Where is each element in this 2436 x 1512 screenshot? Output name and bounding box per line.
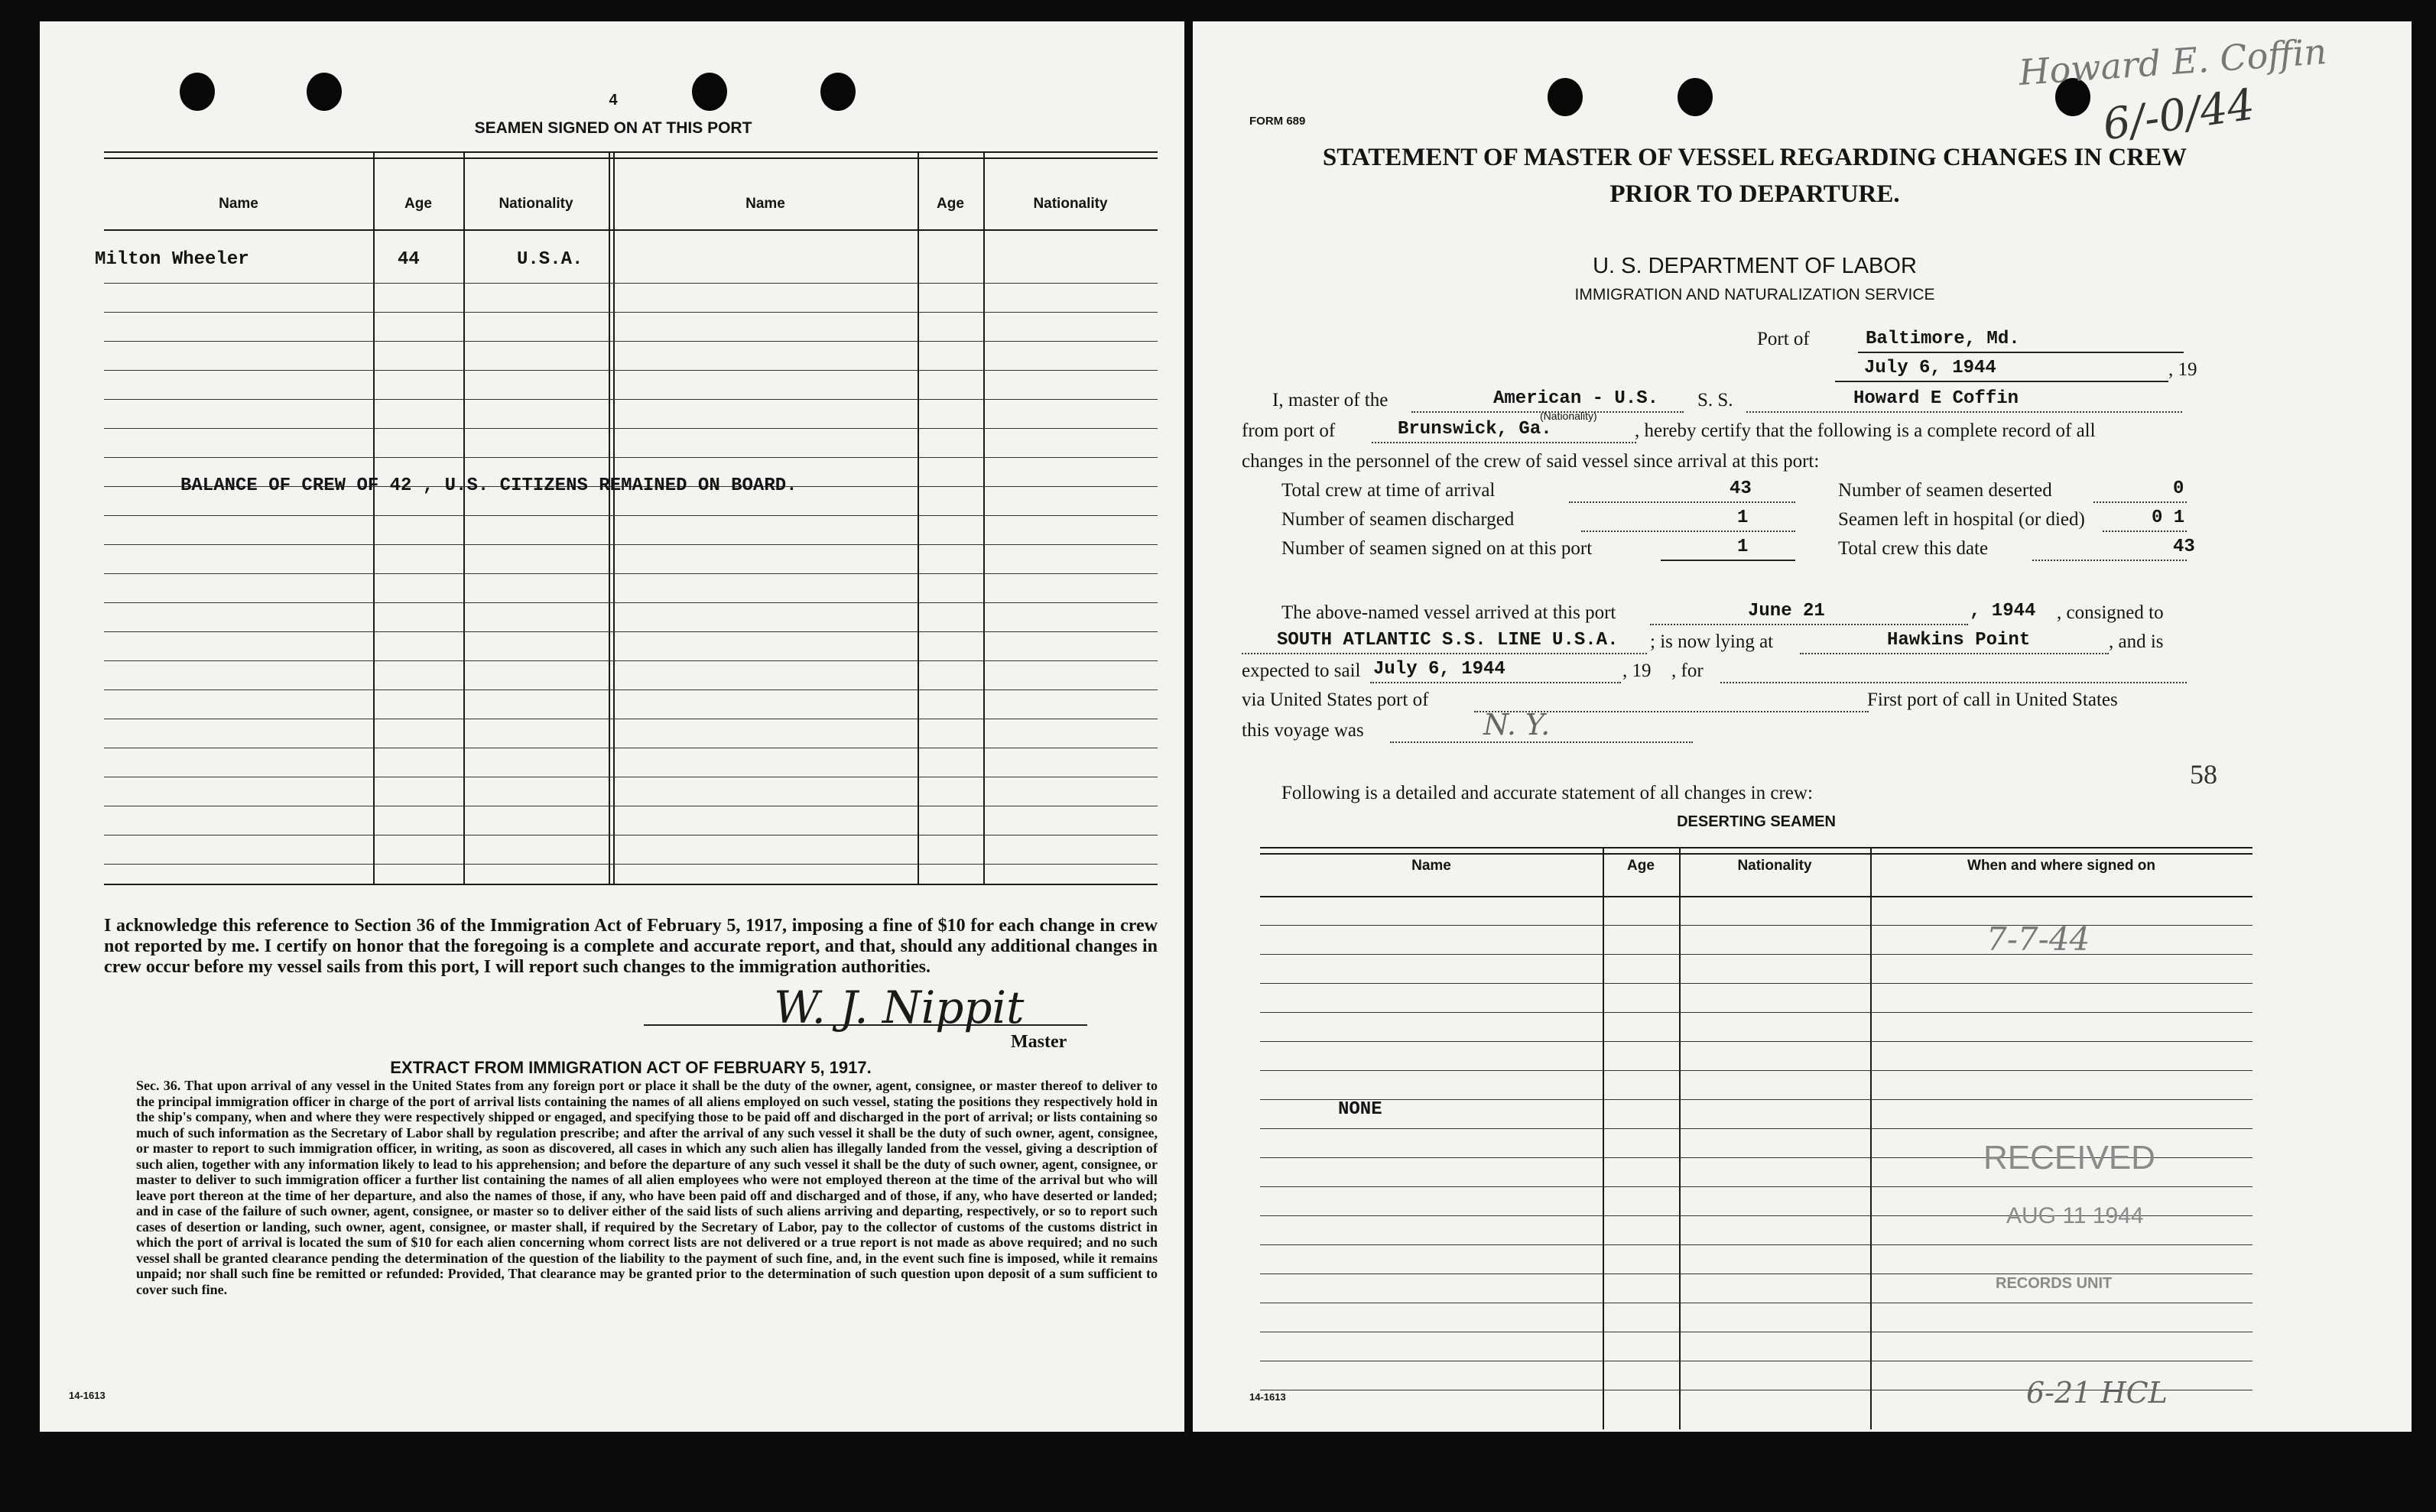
service-name: IMMIGRATION AND NATURALIZATION SERVICE [1574,286,1935,303]
col-name: Name [219,196,258,212]
ship-name: Howard E Coffin [1853,388,2019,409]
arrived-value: June 21 [1748,601,1825,621]
right-page [1193,21,2412,1432]
none-entry: NONE [1338,1099,1382,1120]
total-now-label: Total crew this date [1838,538,1989,559]
lying-label: ; is now lying at [1650,631,1774,652]
expected-value: July 6, 1944 [1373,659,1505,680]
received-stamp: RECEIVED [1983,1139,2155,1176]
lying-value: Hawkins Point [1887,630,2031,651]
punch-hole [820,73,856,111]
total-crew-arrival-value: 43 [1730,479,1752,499]
date-note: 7-7-44 [1986,920,2090,958]
form-code: 14-1613 [69,1390,106,1401]
signed-on-label: Number of seamen signed on at this port [1281,538,1593,559]
entry-nationality: U.S.A. [517,249,583,270]
total-crew-arrival-label: Total crew at time of arrival [1281,480,1496,501]
signed-on-value: 1 [1737,537,1749,557]
col-name: Name [1411,858,1451,874]
col-nationality: Nationality [499,196,573,212]
left-page [40,21,1184,1432]
acknowledgment-text: I acknowledge this reference to Section 36 of the Immigration Act of February 5, 1917, imposing a fine of $10 for each change in crew not reported by me. I certify on honor that the foregoing is a complete and accurate report, and that, should any additional changes in crew occur before my vessel sails from this port, I will report such changes to the immigration authorities. [104,916,1158,977]
department-name: U. S. DEPARTMENT OF LABOR [1593,254,1917,278]
consignee: SOUTH ATLANTIC S.S. LINE U.S.A. [1277,630,1619,651]
hospital-label: Seamen left in hospital (or died) [1838,509,2085,530]
entry-name: Milton Wheeler [95,249,249,270]
form-title-line2: PRIOR TO DEPARTURE. [1609,180,1900,208]
handwritten-vessel-name: Howard E. Coffin [2017,30,2328,94]
ss-label: S. S. [1697,390,1733,410]
nationality-caption: (Nationality) [1540,410,1597,422]
page-number: 4 [609,92,618,109]
voyage-label: this voyage was [1242,720,1364,741]
deserted-label: Number of seamen deserted [1838,480,2052,501]
from-port-label: from port of [1242,420,1336,441]
handwritten-initials: 6-21 HCL [2026,1376,2168,1410]
balance-note: BALANCE OF CREW OF 42 , U.S. CITIZENS REMAINED ON BOARD. [180,475,797,496]
expected-year: , 19 [1622,660,1652,681]
arrived-year: , 1944 [1970,601,2036,621]
nationality-value: American - U.S. [1493,388,1659,409]
first-port-label: First port of call in United States [1867,689,2118,710]
entry-age: 44 [398,249,420,270]
expected-label: expected to sail [1242,660,1361,681]
from-port-value: Brunswick, Ga. [1398,419,1552,440]
certify-text-2: changes in the personnel of the crew of said vessel since arrival at this port: [1242,451,1820,472]
received-date-stamp: AUG 11 1944 [2006,1203,2144,1228]
col-age-2: Age [937,196,964,212]
col-age: Age [404,196,432,212]
col-name-2: Name [745,196,785,212]
extract-title: EXTRACT FROM IMMIGRATION ACT OF FEBRUARY 5, 1917. [390,1058,872,1077]
handwritten-date: 6/-0/44 [2100,79,2258,151]
discharged-value: 1 [1737,508,1749,528]
via-label: via United States port of [1242,689,1429,710]
deserting-seamen-table [1260,826,2252,1429]
col-when-where: When and where signed on [1967,858,2155,874]
page-mark: 58 [2190,759,2217,790]
port-label: Port of [1757,329,1810,349]
master-signature: W. J. Nippit [774,982,1025,1033]
port-value: Baltimore, Md. [1866,329,2020,349]
records-unit-stamp: RECORDS UNIT [1996,1275,2113,1292]
voyage-value: N. Y. [1483,708,1551,741]
form-title-line1: STATEMENT OF MASTER OF VESSEL REGARDING CHANGES IN CREW [1322,144,2188,171]
for-label: , for [1671,660,1704,681]
following-label: Following is a detailed and accurate statement of all changes in crew: [1281,783,1813,803]
punch-hole [1548,78,1583,116]
hospital-value: 0 1 [2152,508,2185,528]
consigned-label: , consigned to [2057,602,2164,623]
punch-hole [692,73,727,111]
deserting-seamen-title: DESERTING SEAMEN [1677,813,1836,830]
col-nationality-2: Nationality [1033,196,1108,212]
master-of-label: I, master of the [1272,390,1389,410]
year-suffix: , 19 [2168,359,2197,380]
and-is-label: , and is [2109,631,2164,652]
certify-text: , hereby certify that the following is a complete record of all [1635,420,2096,441]
master-label: Master [1011,1032,1067,1052]
form-number: FORM 689 [1249,115,1306,128]
punch-hole [1678,78,1713,116]
date-value: July 6, 1944 [1864,358,1996,378]
section-title: SEAMEN SIGNED ON AT THIS PORT [474,119,752,137]
col-age: Age [1627,858,1655,874]
punch-hole [307,73,342,111]
form-code: 14-1613 [1249,1391,1286,1403]
arrived-label: The above-named vessel arrived at this port [1281,602,1616,623]
deserted-value: 0 [2173,479,2184,499]
seamen-signed-on-table [95,151,1158,885]
discharged-label: Number of seamen discharged [1281,509,1515,530]
punch-hole [180,73,215,111]
total-now-value: 43 [2173,537,2195,557]
col-nationality: Nationality [1737,858,1812,874]
extract-text: Sec. 36. That upon arrival of any vessel in the United States from any foreign port or place it shall be the duty of the owner, agent, consignee, or master thereof to deliver to the principal immigration officer in charge of the port of arrival lists containing the names of all aliens employed on such vessel, stating the positions they respectively hold in the ship's company, when and where they were respectively shipped or engaged, and specifying those to be paid off and discharged in the port of arrival; or lists containing so much of such information as the Secretary of Labor shall by regulation prescribe; and after the arrival of any such vessel it shall be the duty of such owner, agent, consignee, or master to report to such immigration officer, in writing, as soon as discovered, all cases in which any such alien has illegally landed from the vessel, giving a description of such alien, together with any information likely to lead to his apprehension; and before the departure of any such vessel it shall be the duty of such owner, agent, consignee, or master to deliver to such immigration officer a further list containing the names of all alien employees who were not employed thereon at the time of the arrival but who will leave port thereon at the time of her departure, and also the names of those, if any, who have been paid off and discharged and of those, if any, who have deserted or landed; and in case of the failure of such owner, agent, consignee, or master so to deliver either of the said lists of such aliens arriving and departing, respectively, or so to report such cases of desertion or landing, such owner, agent, consignee, or master shall, if required by the Secretary of Labor, pay to the collector of customs of the customs district in which the port of arrival is located the sum of $10 for each alien concerning whom correct lists are not delivered or a true report is not made as above required; and no such vessel shall be granted clearance pending the determination of the question of the liability to the payment of such fine, and, in the event such fine is imposed, while it remains unpaid; nor shall such fine be remitted or refunded: Provided, That clearance may be granted prior to the determination of such question upon deposit of a sum sufficient to cover such fine. [136,1078,1158,1297]
